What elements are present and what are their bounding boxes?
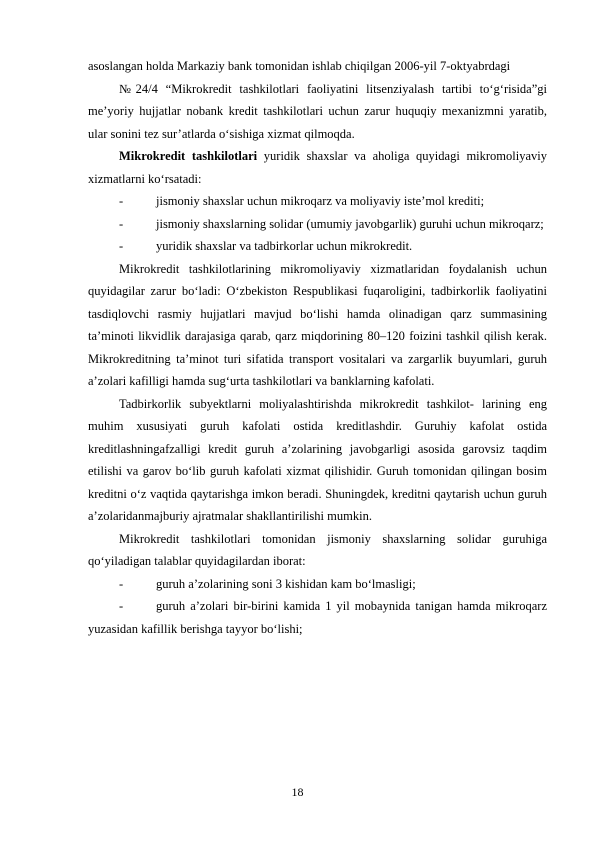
paragraph-9: Mikrokredit tashkilotlari tomonidan jismoniy shaxslarning solidar guruhiga qo‘yiladigan talablar quyidagilardan iborat: [88,531,547,568]
paragraph-1: asoslangan holda Markaziy bank tomonidan ishlab chiqilgan 2006-yil 7-oktyabrdagi [88,59,511,73]
list-item-text: jismoniy shaxslarning solidar (umumiy javobgarlik) guruhi uchun mikroqarz; [156,216,544,231]
paragraph-3 [88,145,547,190]
list-item-text: yuridik shaxslar va tadbirkorlar uchun mikrokredit. [156,239,413,253]
list-item-text: guruh a’zolari bir-birini kamida 1 yil mobaynida tanigan hamda mikroqarz yuzasidan kafillik berishga tayyor bo‘lishi; [88,599,547,636]
dash-marker: - [119,239,124,253]
list-item-text: jismoniy shaxslar uchun mikroqarz va moliyaviy iste’mol krediti; [156,194,485,208]
list-item [88,213,547,236]
paragraph-8: Tadbirkorlik subyektlarni moliyalashtirishda mikrokredit tashkilot- larining eng muhim xususiyati guruh kafolati ostida kreditlashdir. Guruhiy kafolat ostida kreditlashningafzalligi kredit guruh a’zolarining javobgarligi asosida garovsiz taqdim etilishi va garov bo‘lib guruh kafolati xizmat qilishidir. Guruh tomonidan qilingan bosim kreditni o‘z vaqtida qaytarishga imkon beradi. Shuningdek, kreditni qaytarish uchun guruh a’zolaridanmajburiy ajratmalar shakllantirilishi mumkin. [88,396,547,523]
dash-marker: - [119,599,124,613]
page-number: 18 [291,785,304,799]
paragraph-2: №24/4 “Mikrokredit tashkilotlari faoliyatini litsenziyalash tartibi to‘g‘risida”gi me’yoriy hujjatlar nobank kredit tashkilotlari uchun zarur huquqiy mexanizmni yaratib, ular sonini tez sur’atlarda o‘sishiga xizmat qilmoqda. [88,81,547,141]
list-item [88,595,547,640]
bold-term: Mikrokredit tashkilotlari [119,149,258,163]
dash-marker: - [119,216,124,231]
list-item [88,190,547,213]
dash-marker: - [119,194,124,208]
list-item [88,235,547,258]
list-item-text: guruh a’zolarining soni 3 kishidan kam bo‘lmasligi; [156,576,416,591]
list-item [88,573,547,596]
paragraph-3-text: yuridik shaxslar va aholiga quyidagi mikromoliyaviy xizmatlarni ko‘rsatadi: [88,149,547,186]
document-page [88,55,547,640]
dash-marker: - [119,576,124,591]
paragraph-7: Mikrokredit tashkilotlarining mikromoliyaviy xizmatlaridan foydalanish uchun quyidagilar zarur bo‘ladi: O‘zbekiston Respublikasi fuqaroligini, tadbirkorlik faoliyatini tasdiqlovchi rasmiy hujjatlari mavjud bo‘lishi hamda olinadigan qarz summasining ta’minoti likvidlik darajasiga qarab, qarz miqdorining 80–120 foizini tashkil qilish kerak. Mikrokreditning ta’minot turi sifatida transport vositalari va zargarlik buyumlari, guruh a’zolari kafilligi hamda sug‘urta tashkilotlari va banklarning kafolati. [88,261,547,388]
